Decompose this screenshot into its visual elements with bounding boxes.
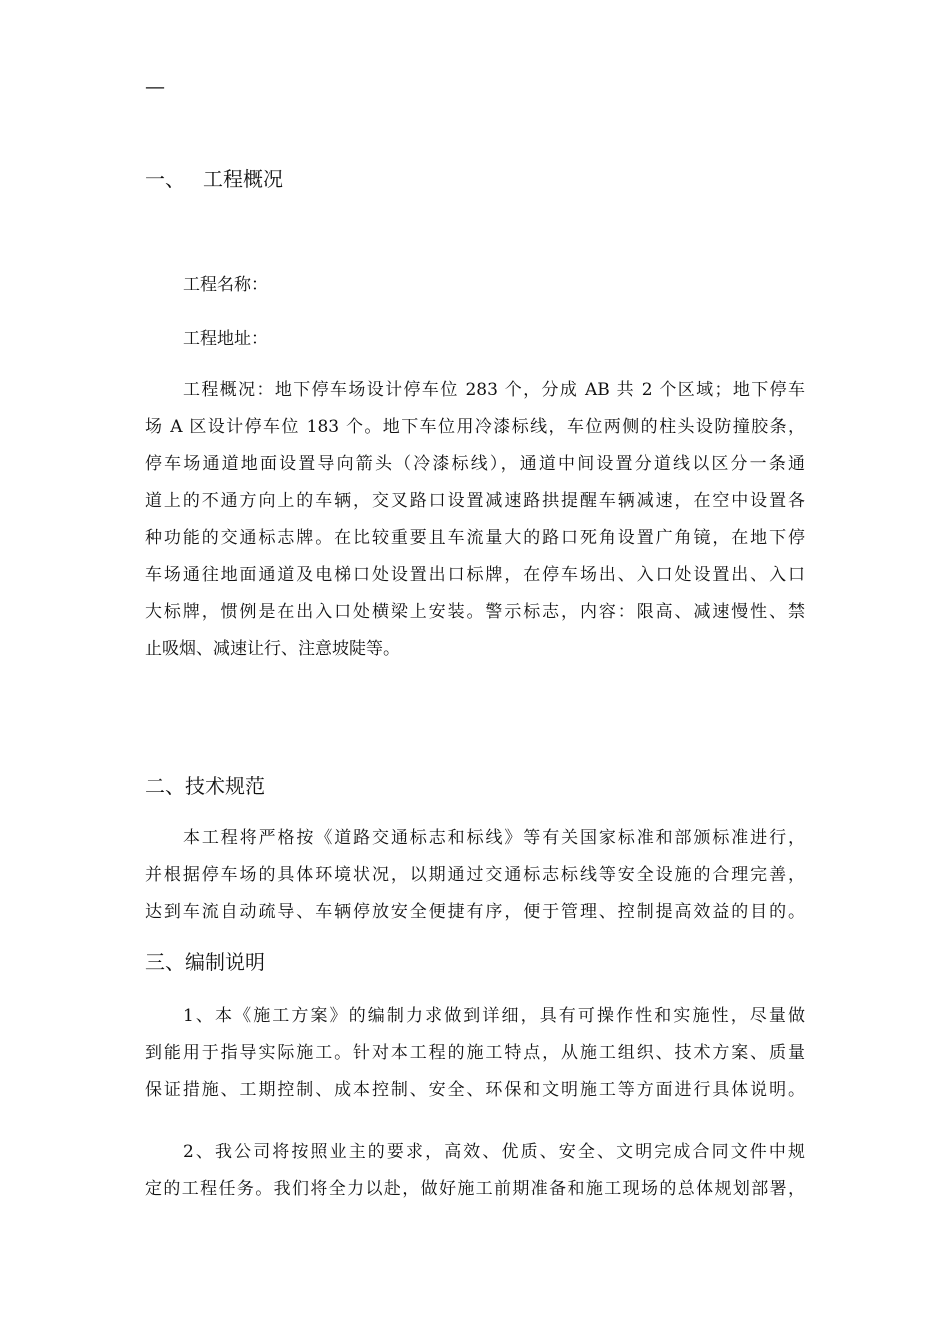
compilation-line: 1、本《施工方案》的编制力求做到详细，具有可操作性和实施性，尽量做	[183, 1006, 805, 1026]
compilation-line: 2、我公司将按照业主的要求，高效、优质、安全、文明完成合同文件中规	[183, 1142, 805, 1162]
compilation-line: 保证措施、工期控制、成本控制、安全、环保和文明施工等方面进行具体说明。	[145, 1080, 805, 1100]
section-1-number: 一、	[145, 167, 185, 191]
compilation-line: 到能用于指导实际施工。针对本工程的施工特点，从施工组织、技术方案、质量	[145, 1043, 805, 1063]
overview-line: 种功能的交通标志牌。在比较重要且车流量大的路口死角设置广角镜，在地下停	[145, 528, 805, 548]
project-overview-paragraph	[145, 372, 805, 668]
project-address-label: 工程地址：	[183, 329, 268, 349]
overview-line: 大标牌，惯例是在出入口处横梁上安装。警示标志，内容：限高、减速慢性、禁	[145, 602, 805, 622]
technical-spec-paragraph	[145, 820, 805, 931]
section-1-title: 工程概况	[203, 167, 283, 191]
overview-line: 道上的不通方向上的车辆，交叉路口设置减速路拱提醒车辆减速，在空中设置各	[145, 491, 805, 511]
section-2-heading: 二、技术规范	[145, 774, 265, 798]
compilation-line: 定的工程任务。我们将全力以赴，做好施工前期准备和施工现场的总体规划部署，	[145, 1179, 805, 1199]
spec-line: 达到车流自动疏导、车辆停放安全便捷有序，便于管理、控制提高效益的目的。	[145, 902, 805, 922]
project-name-label: 工程名称：	[183, 275, 268, 295]
spec-line: 本工程将严格按《道路交通标志和标线》等有关国家标准和部颁标准进行，	[183, 828, 805, 848]
compilation-paragraph-2	[145, 1134, 805, 1208]
spec-line: 并根据停车场的具体环境状况，以期通过交通标志标线等安全设施的合理完善，	[145, 865, 805, 885]
section-3-heading: 三、编制说明	[145, 950, 265, 974]
overview-line: 车场通往地面通道及电梯口处设置出口标牌，在停车场出、入口处设置出、入口	[145, 565, 805, 585]
overview-line: 工程概况：地下停车场设计停车位 283 个，分成 AB 共 2 个区域；地下停车	[183, 380, 805, 400]
overview-line: 止吸烟、减速让行、注意坡陡等。	[145, 639, 400, 659]
section-1-heading	[145, 167, 283, 191]
compilation-paragraph-1	[145, 998, 805, 1109]
top-dash-mark: —	[145, 74, 165, 98]
overview-line: 停车场通道地面设置导向箭头（冷漆标线），通道中间设置分道线以区分一条通	[145, 454, 805, 474]
overview-line: 场 A 区设计停车位 183 个。地下车位用冷漆标线，车位两侧的柱头设防撞胶条，	[145, 417, 805, 437]
